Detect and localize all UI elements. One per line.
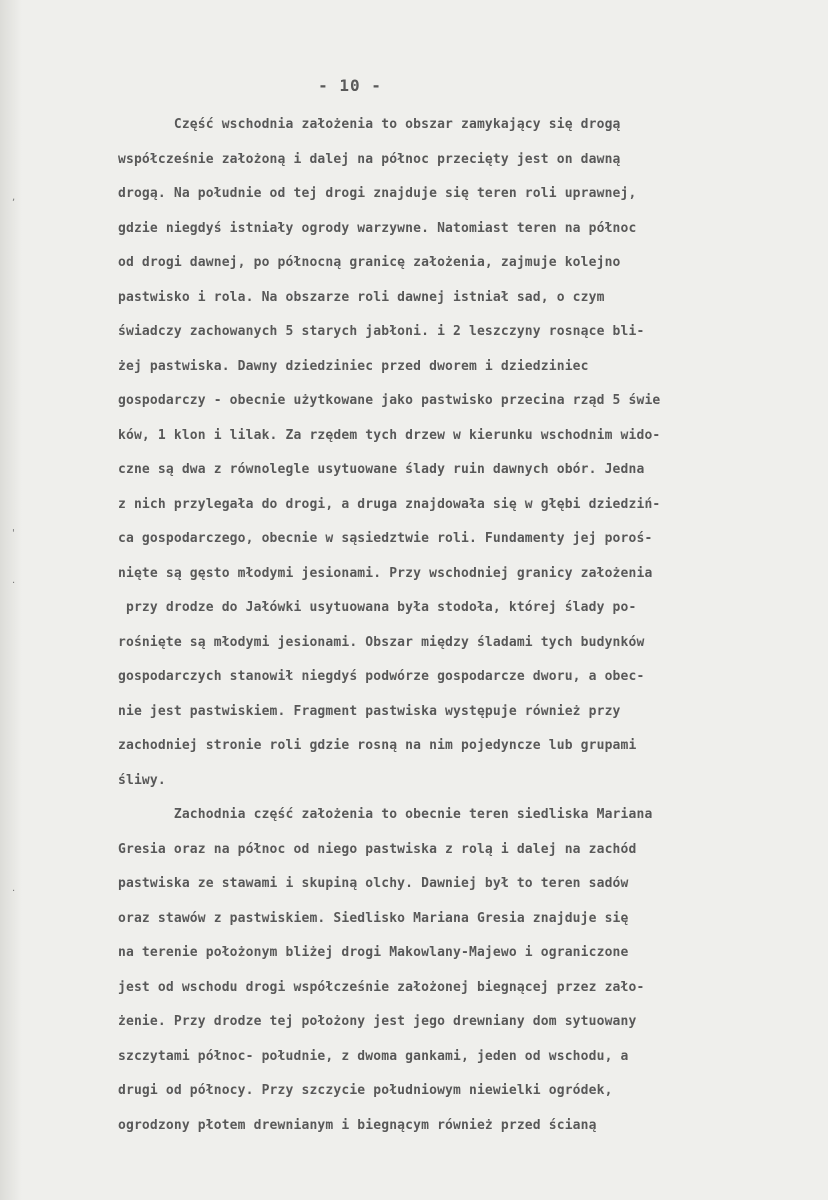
text-line: drugi od północy. Przy szczycie południowym niewielki ogródek, [118, 1083, 613, 1098]
page-number: - 10 - [318, 76, 382, 95]
text-line: zachodniej stronie roli gdzie rosną na nim pojedyncze lub grupami [118, 738, 637, 753]
text-line: gdzie niegdyś istniały ogrody warzywne. Natomiast teren na północ [118, 220, 637, 236]
text-line: oraz stawów z pastwiskiem. Siedlisko Mariana Gresia znajduje się [118, 910, 629, 926]
text-line: rośnięte są młodymi jesionami. Obszar między śladami tych budynków [118, 634, 645, 650]
text-line: żej pastwiska. Dawny dziedziniec przed dworem i dziedziniec [118, 358, 589, 374]
text-line: ca gospodarczego, obecnie w sąsiedztwie roli. Fundamenty jej poroś- [118, 531, 653, 546]
text-line: od drogi dawnej, po północną granicę założenia, zajmuje kolejno [118, 255, 621, 270]
text-line: przy drodze do Jałówki usytuowana była stodoła, której ślady po- [118, 600, 637, 615]
text-line: drogą. Na południe od tej drogi znajduje się teren roli uprawnej, [118, 186, 637, 201]
text-line: pastwiska ze stawami i skupiną olchy. Dawniej był to teren sadów [118, 876, 629, 891]
margin-mark: , [12, 192, 16, 203]
text-line: Zachodnia część założenia to obecnie teren siedliska Mariana [118, 807, 653, 822]
text-line: jest od wschodu drogi współcześnie założonej biegnącej przez zało- [118, 979, 645, 995]
text-line: nie jest pastwiskiem. Fragment pastwiska występuje również przy [118, 703, 621, 719]
text-line: szczytami północ- południe, z dwoma gankami, jeden od wschodu, a [118, 1048, 629, 1064]
text-line: na terenie położonym bliżej drogi Makowlany-Majewo i ograniczone [118, 945, 629, 960]
margin-mark: · [12, 578, 16, 589]
margin-mark: ' [12, 528, 15, 539]
text-line: nięte są gęsto młodymi jesionami. Przy wschodniej granicy założenia [118, 565, 653, 581]
page-edge-shadow [0, 0, 22, 1200]
body-text [118, 108, 818, 1143]
text-line: czne są dwa z równolegle usytuowane ślady ruin dawnych obór. Jedna [118, 462, 645, 477]
text-line: współcześnie założoną i dalej na północ przecięty jest on dawną [118, 151, 621, 167]
text-line: świadczy zachowanych 5 starych jabłoni. i 2 leszczyny rosnące bli- [118, 324, 645, 339]
text-line: gospodarczy - obecnie użytkowane jako pastwisko przecina rząd 5 świe [118, 393, 661, 408]
text-line: ogrodzony płotem drewnianym i biegnącym również przed ścianą [118, 1117, 597, 1133]
text-line: ków, 1 klon i lilak. Za rzędem tych drzew w kierunku wschodnim wido- [118, 427, 661, 443]
text-line: gospodarczych stanowił niegdyś podwórze gospodarcze dworu, a obec- [118, 669, 645, 684]
margin-mark: · [12, 886, 16, 897]
text-line: pastwisko i rola. Na obszarze roli dawnej istniał sad, o czym [118, 289, 605, 305]
text-line: Część wschodnia założenia to obszar zamykający się drogą [118, 117, 621, 132]
text-line: śliwy. [118, 772, 166, 788]
text-line: Gresia oraz na północ od niego pastwiska z rolą i dalej na zachód [118, 841, 637, 857]
text-line: żenie. Przy drodze tej położony jest jego drewniany dom sytuowany [118, 1014, 637, 1029]
text-line: z nich przylegała do drogi, a druga znajdowała się w głębi dziedziń- [118, 496, 661, 512]
